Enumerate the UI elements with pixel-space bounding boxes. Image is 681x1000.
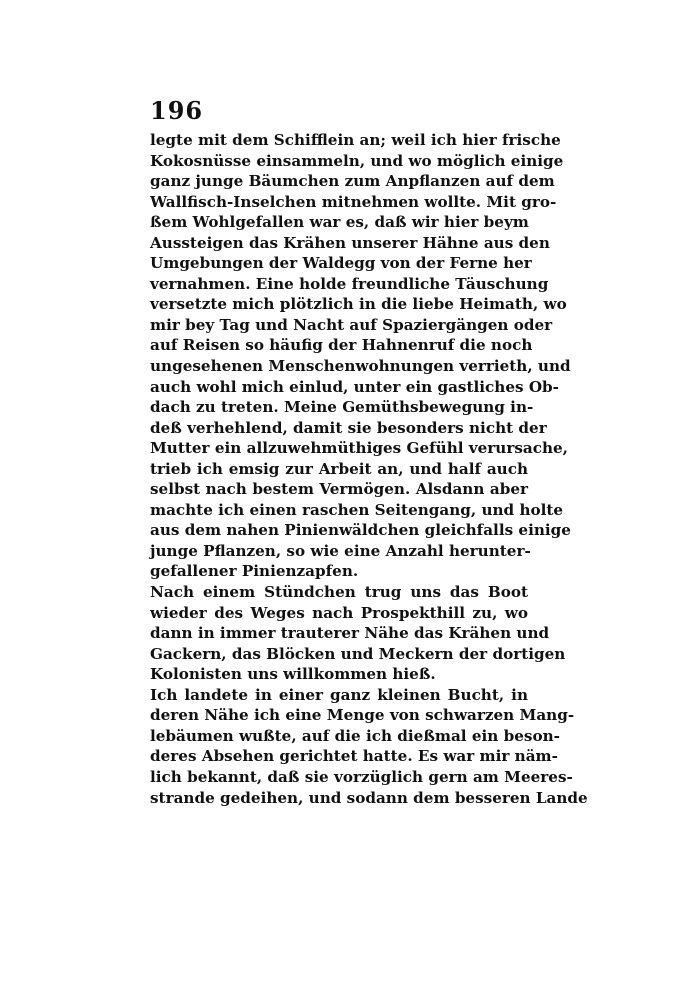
text-line: Ich landete in einer ganz kleinen Bucht, in [150,685,528,704]
text-line: deres Absehen gerichtet hatte. Es war mir näm- [150,747,558,766]
text-line: auch wohl mich einlud, unter ein gastliches Ob- [150,377,559,396]
text-line: Nach einem Stündchen trug uns das Boot [150,583,528,602]
text-line: legte mit dem Schifflein an; weil ich hier frische [150,131,561,149]
text-line: Aussteigen das Krähen unserer Hähne aus den [150,233,550,252]
text-line: dann in immer trauterer Nähe das Krähen und [150,624,550,643]
text-line: deren Nähe ich eine Menge von schwarzen Mang- [150,706,575,725]
text-line: gefallener Pinienzapfen. [150,562,359,581]
text-line: dach zu treten. Meine Gemüthsbewegung in- [150,398,534,417]
text-line: ungesehenen Menschenwohnungen verrieth, und [150,357,571,376]
text-line: vernahmen. Eine holde freundliche Täuschung [150,274,549,293]
page-number: 196 [150,96,204,125]
text-line: junge Pflanzen, so wie eine Anzahl herunter- [150,541,531,560]
text-line: ganz junge Bäumchen zum Anpflanzen auf dem [150,172,555,191]
text-line: Wallfisch-Inselchen mitnehmen wollte. Mit gro- [150,192,557,211]
text-line: mir bey Tag und Nacht auf Spaziergängen oder [150,315,553,334]
text-line: auf Reisen so häufig der Hahnenruf die noch [150,336,533,355]
text-line: Mutter ein allzuwehmüthiges Gefühl verursache, [150,439,568,458]
text-line: trieb ich emsig zur Arbeit an, und half auch [150,459,528,478]
text-line: lebäumen wußte, auf die ich dießmal ein beson- [150,726,560,745]
text-line: machte ich einen raschen Seitengang, und holte [150,500,564,519]
text-line: Kolonisten uns willkommen hieß. [150,665,436,684]
text-line: wieder des Weges nach Prospekthill zu, wo [150,603,528,622]
text-line: selbst nach bestem Vermögen. Alsdann aber [150,480,528,499]
text-line: ßem Wohlgefallen war es, daß wir hier beym [150,213,529,232]
text-line: Kokosnüsse einsammeln, und wo möglich einige [150,151,564,170]
text-line: Gackern, das Blöcken und Meckern der dortigen [150,644,566,663]
text-line: versetzte mich plötzlich in die liebe Heimath, wo [150,295,567,314]
body-text [150,130,588,808]
text-line: lich bekannt, daß sie vorzüglich gern am Meeres- [150,767,573,786]
text-line: aus dem nahen Pinienwäldchen gleichfalls einige [150,521,571,540]
text-line: strande gedeihen, und sodann dem besseren Lande [150,788,588,807]
text-line: deß verhehlend, damit sie besonders nicht der [150,418,547,437]
text-line: Umgebungen der Waldegg von der Ferne her [150,254,532,273]
